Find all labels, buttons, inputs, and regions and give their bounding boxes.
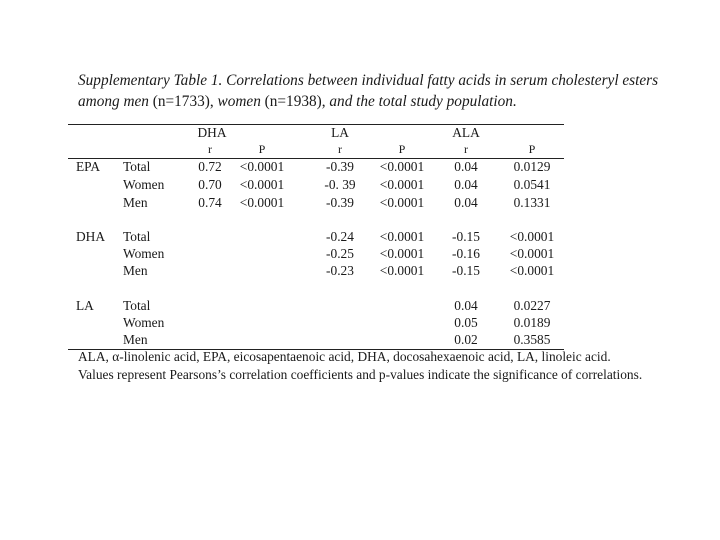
caption-total: and the total study population. bbox=[329, 93, 517, 110]
table-cell: <0.0001 bbox=[509, 246, 555, 261]
table-caption bbox=[78, 70, 698, 112]
table-cell: -0.16 bbox=[452, 246, 480, 261]
table-cell: <0.0001 bbox=[379, 159, 425, 174]
table-cell: 0.70 bbox=[198, 177, 222, 192]
table-cell: 0.04 bbox=[454, 177, 478, 192]
table-cell: -0.15 bbox=[452, 263, 480, 278]
row-label: Women bbox=[123, 177, 165, 192]
table-cell: <0.0001 bbox=[379, 229, 425, 244]
table-cell: <0.0001 bbox=[509, 229, 555, 244]
table-cell: <0.0001 bbox=[239, 177, 285, 192]
row-label: Total bbox=[123, 229, 151, 244]
table-cell: 0.0129 bbox=[513, 159, 551, 174]
table-cell: -0.39 bbox=[326, 195, 354, 210]
table-cell: <0.0001 bbox=[379, 263, 425, 278]
row-label: Total bbox=[123, 298, 151, 313]
table-cell: 0.72 bbox=[198, 159, 222, 174]
caption-women-n: (n=1938), bbox=[264, 93, 330, 110]
table-cell: 0.04 bbox=[454, 159, 478, 174]
header-p: P bbox=[398, 142, 406, 156]
caption-men-n: (n=1733), bbox=[152, 93, 218, 110]
table-cell: 0.04 bbox=[454, 298, 478, 313]
header-ala: ALA bbox=[452, 125, 480, 140]
table-cell: <0.0001 bbox=[379, 177, 425, 192]
row-label: Women bbox=[123, 315, 165, 330]
table-cell: 0.02 bbox=[454, 332, 478, 347]
table-cell: 0.1331 bbox=[513, 195, 551, 210]
table-top-rule bbox=[68, 124, 564, 125]
caption-title: Supplementary Table 1. Correlations between individual fatty acids in serum cholesteryl esters among men bbox=[78, 72, 659, 110]
table-cell: <0.0001 bbox=[239, 159, 285, 174]
header-p: P bbox=[528, 142, 536, 156]
table-cell: <0.0001 bbox=[239, 195, 285, 210]
row-label: Women bbox=[123, 246, 165, 261]
table-cell: <0.0001 bbox=[509, 263, 555, 278]
table-cell: -0.39 bbox=[326, 159, 354, 174]
abbreviation-note: ALA, α-linolenic acid, EPA, eicosapentaenoic acid, DHA, docosahexaenoic acid, LA, linoleic acid. bbox=[78, 349, 611, 364]
header-r: r bbox=[338, 142, 342, 156]
table-cell: -0.25 bbox=[326, 246, 354, 261]
table-cell: -0.24 bbox=[326, 229, 354, 244]
row-label: Men bbox=[123, 263, 148, 278]
header-r: r bbox=[464, 142, 468, 156]
table-cell: 0.0227 bbox=[513, 298, 551, 313]
caption-women: women bbox=[217, 93, 265, 110]
table-cell: -0.15 bbox=[452, 229, 480, 244]
header-p: P bbox=[258, 142, 266, 156]
table-cell: 0.0189 bbox=[513, 315, 551, 330]
header-r: r bbox=[208, 142, 212, 156]
row-label: Men bbox=[123, 332, 148, 347]
table-cell: 0.0541 bbox=[513, 177, 551, 192]
table-cell: -0.23 bbox=[326, 263, 354, 278]
header-dha: DHA bbox=[197, 125, 227, 140]
header-la: LA bbox=[331, 125, 349, 140]
table-cell: <0.0001 bbox=[379, 195, 425, 210]
table-cell: <0.0001 bbox=[379, 246, 425, 261]
row-group-epa: EPA bbox=[76, 159, 101, 174]
table-cell: 0.74 bbox=[198, 195, 222, 210]
row-group-la: LA bbox=[76, 298, 94, 313]
row-label: Men bbox=[123, 195, 148, 210]
table-notes bbox=[78, 348, 718, 384]
row-label: Total bbox=[123, 159, 151, 174]
table-cell: 0.05 bbox=[454, 315, 478, 330]
table-cell: -0. 39 bbox=[324, 177, 356, 192]
row-group-dha: DHA bbox=[76, 229, 106, 244]
table-cell: 0.3585 bbox=[513, 332, 551, 347]
method-note: Values represent Pearsons’s correlation coefficients and p-values indicate the significance of correlations. bbox=[78, 367, 643, 382]
table-cell: 0.04 bbox=[454, 195, 478, 210]
